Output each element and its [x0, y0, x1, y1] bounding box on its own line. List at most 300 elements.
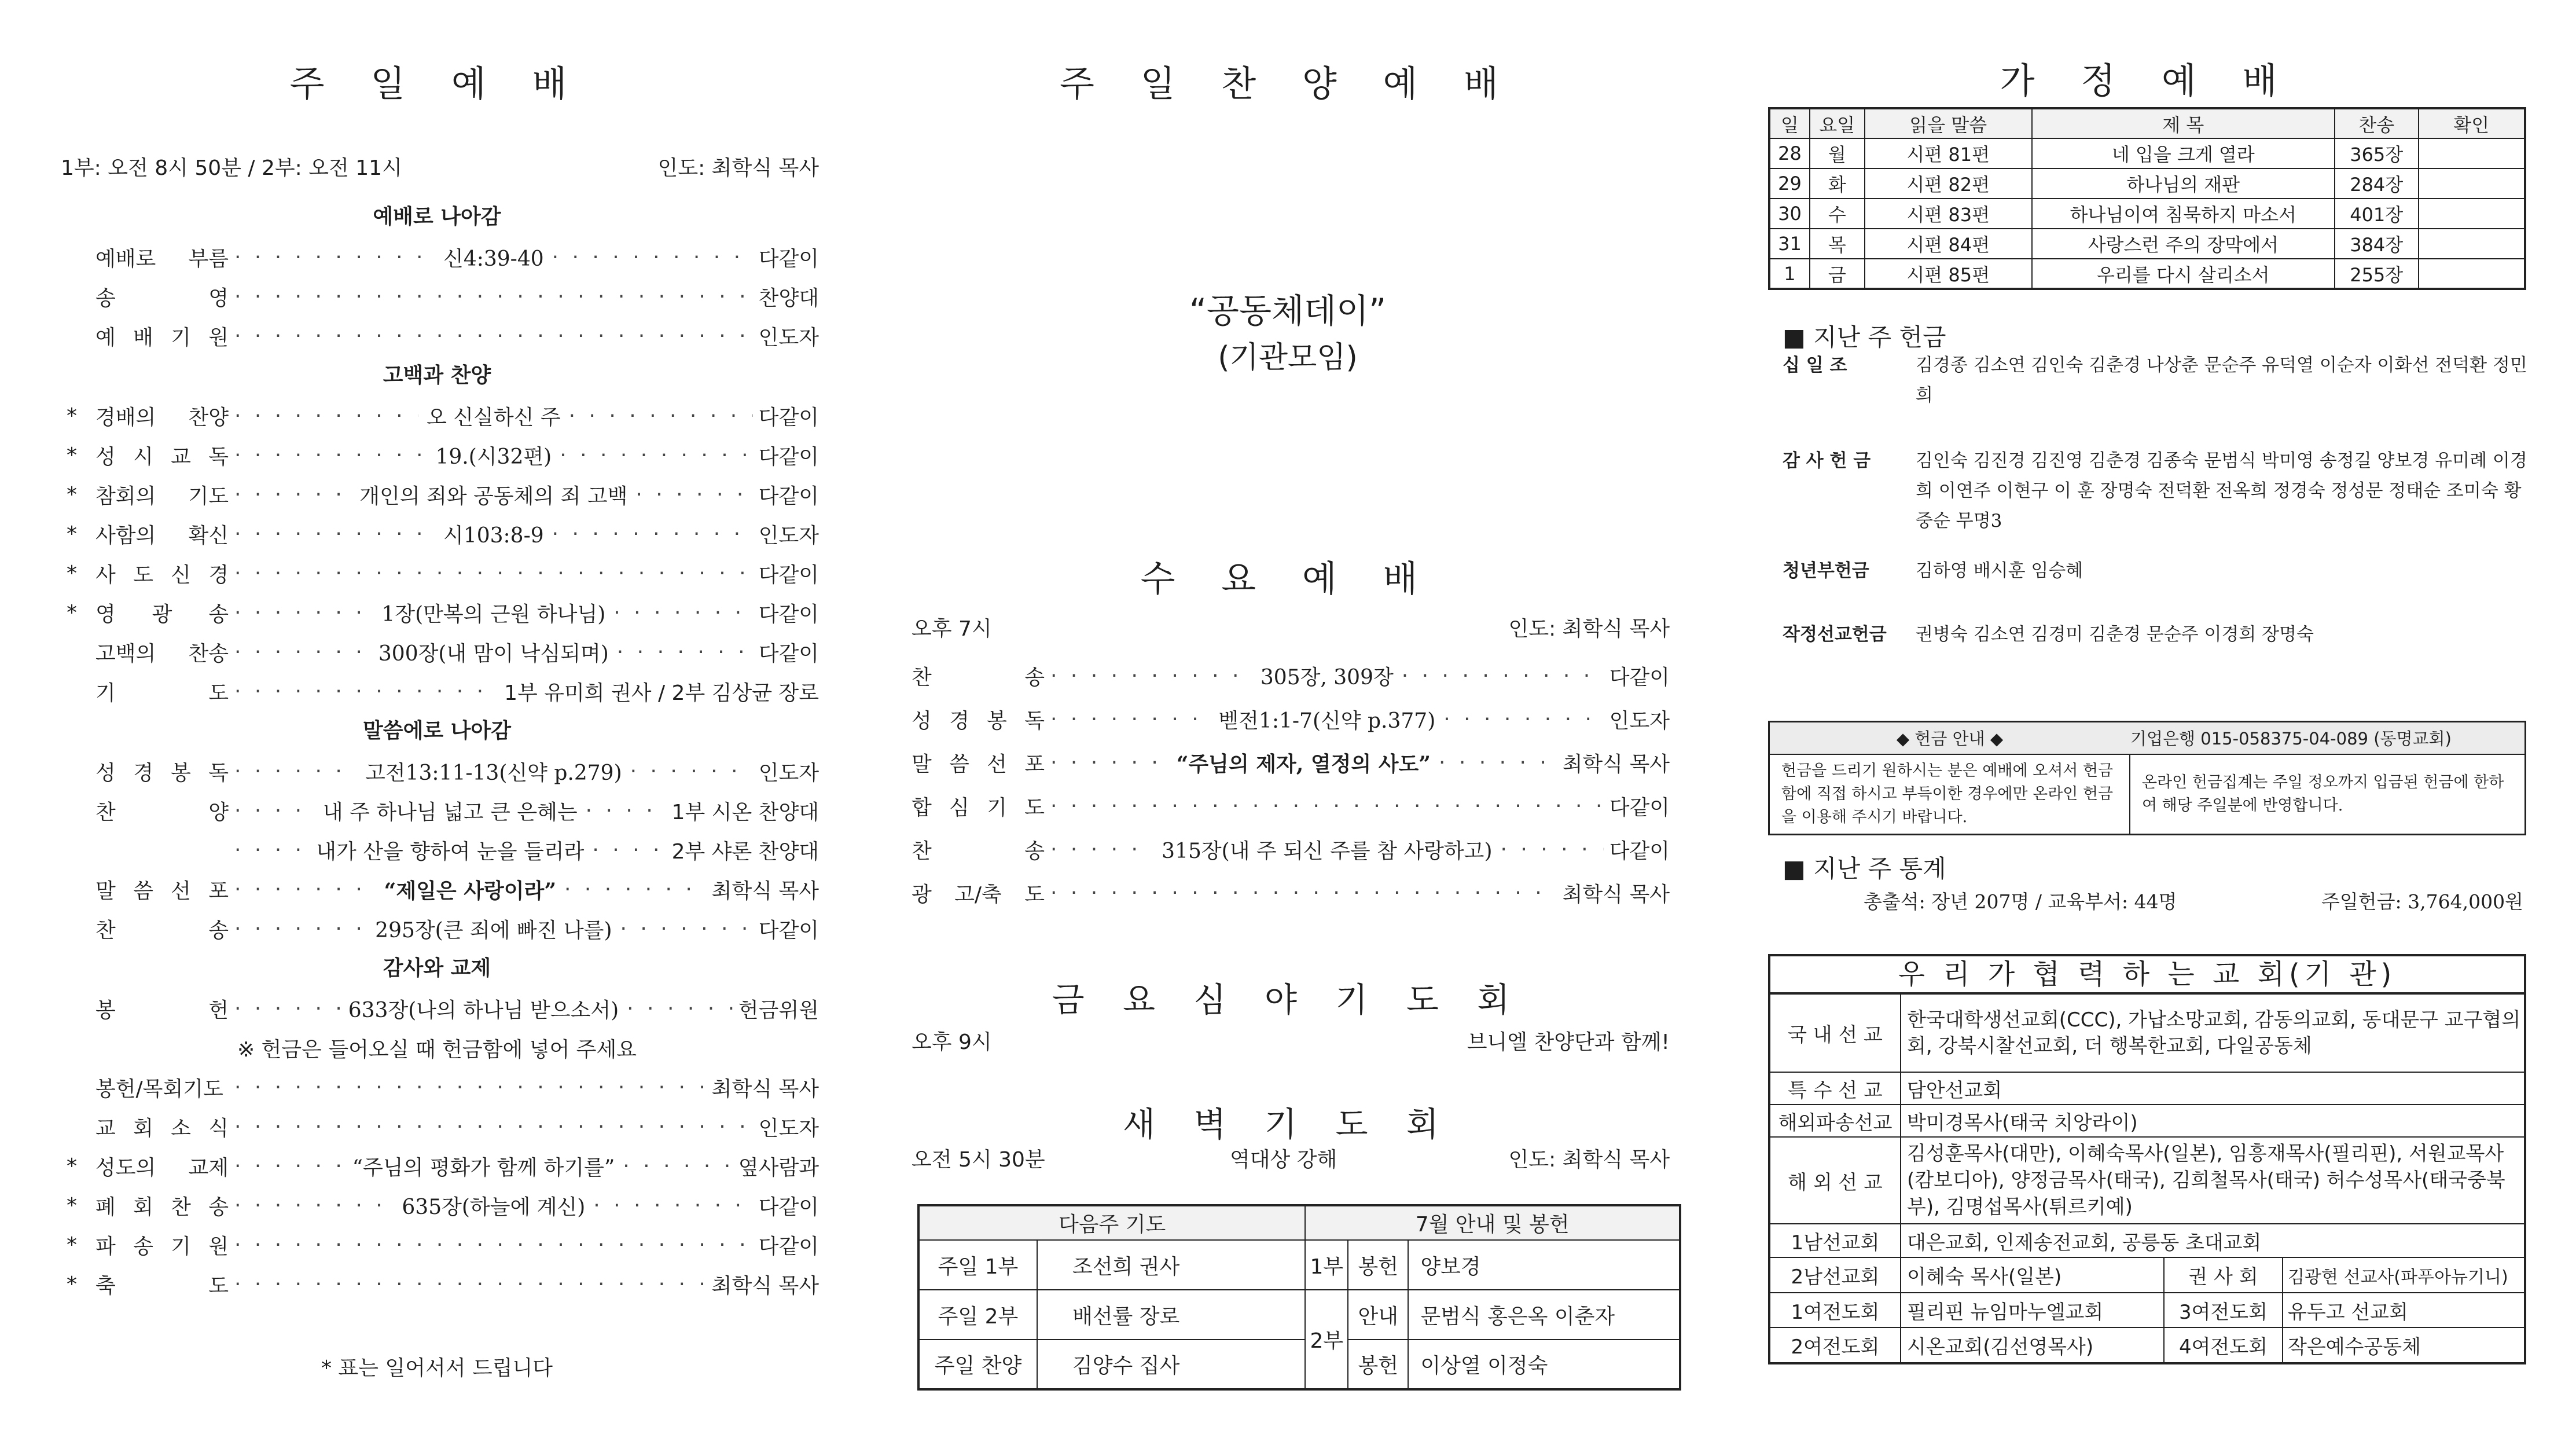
- family-cell: 화: [1810, 168, 1865, 199]
- service-item-person: 다같이: [758, 641, 819, 666]
- leader-dots: [234, 760, 357, 783]
- service-item-label: 참회의 기도: [95, 484, 229, 508]
- leader-dots: [234, 324, 753, 348]
- service-item-label: 성도의 교제: [95, 1155, 229, 1180]
- service-item-body: [1050, 705, 1670, 734]
- service-item-person: 최학식 목사: [1562, 883, 1670, 907]
- stand-marker: *: [67, 600, 77, 625]
- family-cell: 시편 82편: [1865, 168, 2032, 199]
- family-cell: 수: [1810, 199, 1865, 229]
- partner-label: 특 수 선 교: [1770, 1072, 1901, 1105]
- service-item-label: 봉헌/목회기도: [95, 1077, 223, 1101]
- section-heading: 감사와 교제: [383, 956, 491, 980]
- stand-marker: *: [67, 403, 77, 428]
- giving-guide-left: 헌금을 드리기 원하시는 분은 예배에 오셔서 헌금함에 직접 하시고 부득이한 경우에만 온라인 헌금을 이용해 주시기 바랍니다.: [1769, 754, 2130, 835]
- service-item: [871, 741, 1670, 784]
- leader-dots: [234, 799, 315, 823]
- leader-dots: [1050, 751, 1168, 775]
- offering-group-label: 감 사 헌 금: [1783, 450, 1871, 471]
- service-item-body: [234, 243, 819, 272]
- service-item-body: [234, 282, 819, 311]
- service-item-detail: 315장(내 주 되신 주를 참 사랑하고): [1162, 839, 1493, 863]
- service-item-label: 폐 회 찬 송: [95, 1195, 229, 1219]
- service-item-label: 예배로 부름: [95, 247, 229, 271]
- friday-time: 오후 9시: [912, 1030, 992, 1054]
- partner-label: 1여전도회: [1770, 1293, 1901, 1327]
- leader-dots: [234, 1272, 706, 1296]
- service-item-detail: 오 신실하신 주: [427, 405, 561, 430]
- leader-dots: [1050, 838, 1153, 861]
- offering-group-label: 십 일 조: [1783, 355, 1847, 376]
- section-heading: 말씀에로 나아감: [363, 719, 511, 743]
- stand-marker: *: [67, 1232, 77, 1257]
- wednesday-order: [871, 654, 1670, 915]
- service-item-label: 찬 송: [912, 839, 1045, 863]
- family-cell: 29: [1769, 168, 1810, 199]
- leader-dots: [620, 917, 753, 941]
- leader-dots: [593, 1194, 752, 1217]
- service-item-detail: “제일은 사랑이라”: [384, 878, 557, 903]
- service-item-detail: 635장(하늘에 계신): [402, 1195, 586, 1219]
- role-names: 양보경: [1408, 1240, 1680, 1290]
- service-item-detail: 신4:39-40: [443, 247, 544, 271]
- family-table-header: [1769, 108, 2525, 138]
- service-item-detail: 시103:8-9: [443, 523, 544, 548]
- partner-value: 이혜숙 목사(일본): [1901, 1258, 2164, 1293]
- family-column-header: 찬송: [2335, 108, 2419, 138]
- section-heading: 고백과 찬양: [383, 364, 491, 387]
- right-column: [1765, 0, 2529, 1449]
- role-label: 봉헌: [1348, 1240, 1408, 1290]
- service-item-detail: 19.(시32편): [435, 445, 552, 469]
- service-item-label: 성 시 교 독: [95, 445, 229, 469]
- family-cell: 네 입을 크게 열라: [2032, 138, 2335, 168]
- service-item-label: 찬 양: [95, 800, 229, 824]
- partners-table: [1770, 993, 2524, 1258]
- service-item: [55, 672, 819, 711]
- offering-group-names: 김경종 김소연 김인숙 김춘경 나상춘 문순주 유덕열 이순자 이화선 전덕환 정민희: [1916, 355, 2527, 406]
- service-item-label: 기 도: [95, 681, 229, 705]
- sunday-order-of-service: [55, 197, 819, 1304]
- prayer-label: 주일 1부: [918, 1240, 1037, 1290]
- service-item: [871, 698, 1670, 741]
- service-item: [55, 751, 819, 791]
- table-row: [1769, 199, 2525, 229]
- service-item-person: 다같이: [758, 918, 819, 942]
- service-item-detail: “주님의 제자, 열정의 사도”: [1176, 752, 1431, 776]
- service-item-body: [234, 914, 819, 944]
- service-item-body: [234, 559, 819, 588]
- service-item-person: 다같이: [758, 602, 819, 626]
- partner-label: 3여전도회: [2164, 1293, 2283, 1327]
- family-table-body: [1769, 138, 2525, 289]
- service-item: [55, 316, 819, 355]
- community-day-title: “공동체데이”: [1189, 291, 1387, 331]
- family-cell: 하나님이여 침묵하지 마소서: [2032, 199, 2335, 229]
- wednesday-leader: 인도: 최학식 목사: [1508, 617, 1670, 641]
- service-item: [55, 435, 819, 475]
- service-item-person: 다같이: [758, 445, 819, 469]
- family-column-header: 확인: [2419, 108, 2525, 138]
- offering-list: [1783, 350, 2529, 672]
- leader-dots: [1402, 664, 1604, 688]
- partner-value: 담안선교회: [1901, 1072, 2524, 1105]
- service-item: [55, 830, 819, 870]
- service-item-detail: 1장(만복의 근원 하나님): [381, 602, 606, 626]
- stand-marker: *: [67, 1272, 77, 1296]
- service-item-body: [1050, 835, 1670, 864]
- giving-guide: [1768, 721, 2526, 835]
- service-item-detail: 295장(큰 죄에 빠진 나를): [375, 918, 612, 942]
- family-cell: 28: [1769, 138, 1810, 168]
- praise-worship-title: 주 일 찬 양 예 배: [1060, 63, 1516, 105]
- service-item: [55, 870, 819, 909]
- service-item: [55, 1186, 819, 1225]
- role-label: 안내: [1348, 1290, 1408, 1340]
- offering-note: ※ 헌금은 들어오실 때 헌금함에 넣어 주세요: [237, 1037, 637, 1062]
- family-cell: 31: [1769, 229, 1810, 259]
- offering-group-label: 작정선교헌금: [1783, 624, 1887, 645]
- service-item-detail: “주님의 평화가 함께 하기를”: [352, 1155, 615, 1180]
- service-item-person: 인도자: [758, 761, 819, 785]
- table-row: [1769, 259, 2525, 289]
- leader-dots: [234, 483, 351, 507]
- family-worship-title: 가 정 예 배: [2000, 60, 2295, 102]
- worship-leader: 인도: 최학식 목사: [657, 156, 819, 180]
- service-item-body: [234, 994, 819, 1024]
- partners-title: 우 리 가 협 력 하 는 교 회(기 관): [1770, 956, 2524, 993]
- partner-label: 2남선교회: [1770, 1258, 1901, 1293]
- leader-dots: [627, 997, 733, 1021]
- leader-dots: [552, 522, 753, 546]
- leader-dots: [234, 443, 427, 467]
- service-item-person: 인도자: [758, 325, 819, 350]
- service-item-person: 2부 샤론 찬양대: [671, 839, 819, 864]
- worship-time: 1부: 오전 8시 50분 / 2부: 오전 11시: [61, 156, 402, 180]
- service-item-label: 봉 헌: [95, 998, 229, 1022]
- service-item-body: [1050, 661, 1670, 691]
- leader-dots: [1439, 751, 1557, 775]
- service-item: [55, 277, 819, 316]
- service-item-label: 축 도: [95, 1274, 229, 1298]
- service-item-person: 다같이: [758, 484, 819, 508]
- prayer-label: 주일 찬양: [918, 1340, 1037, 1389]
- family-cell: 목: [1810, 229, 1865, 259]
- service-item-label: 합 심 기 도: [912, 796, 1045, 820]
- service-item-body: [234, 519, 819, 549]
- service-item: [55, 909, 819, 948]
- service-item: [55, 1107, 819, 1146]
- service-item-person: 최학식 목사: [711, 879, 819, 903]
- family-cell[interactable]: [2419, 229, 2525, 259]
- offering-group-names: 김하영 배시훈 임승혜: [1916, 560, 2083, 581]
- stats-income: 주일헌금: 3,764,000원: [2321, 890, 2523, 913]
- role-names: 이상열 이정숙: [1408, 1340, 1680, 1389]
- service-item-detail: 고전13:11-13(신약 p.279): [365, 761, 622, 785]
- service-item-detail: 내 주 하나님 넓고 큰 은혜는: [322, 800, 578, 824]
- service-item-person: 옆사람과: [738, 1155, 819, 1180]
- offering-group: [1783, 556, 2529, 619]
- partner-churches: [1768, 954, 2526, 1364]
- service-item-body: [234, 796, 819, 826]
- stand-marker: *: [67, 522, 77, 546]
- stand-marker: *: [67, 1193, 77, 1217]
- service-item-label: 성 경 봉 독: [912, 709, 1045, 733]
- service-item-body: [234, 1112, 819, 1142]
- service-item: [55, 475, 819, 514]
- partner-label: 2여전도회: [1770, 1327, 1901, 1362]
- service-item-body: [234, 677, 819, 706]
- family-cell: 사랑스런 주의 장막에서: [2032, 229, 2335, 259]
- service-item-person: 인도자: [758, 1116, 819, 1140]
- family-cell: 401장: [2335, 199, 2419, 229]
- partner-label: 권 사 회: [2164, 1258, 2283, 1293]
- service-item-label: 말 씀 선 포: [95, 879, 229, 903]
- leader-dots: [552, 245, 753, 269]
- service-item-person: 다같이: [758, 1234, 819, 1259]
- service-item-person: 최학식 목사: [711, 1077, 819, 1101]
- service-item: [55, 632, 819, 672]
- center-column: [906, 0, 1670, 1449]
- service-item-body: [234, 401, 819, 431]
- service-item-label: 파 송 기 원: [95, 1234, 229, 1259]
- service-item-body: [234, 1151, 819, 1181]
- leader-dots: [635, 483, 752, 507]
- family-column-header: 일: [1769, 108, 1810, 138]
- service-item-body: [234, 1270, 819, 1299]
- service-item-person: 다같이: [758, 247, 819, 271]
- partner-value: 시온교회(김선영목사): [1901, 1327, 2164, 1362]
- next-week-prayer-header: 다음주 기도: [918, 1205, 1305, 1240]
- service-item-body: [1050, 878, 1670, 908]
- bank-account: 기업은행 015-058375-04-089 (동명교회): [2130, 722, 2526, 754]
- service-item-person: 최학식 목사: [1562, 753, 1670, 776]
- leader-dots: [564, 878, 706, 901]
- friday-title: 금 요 심 야 기 도 회: [1052, 980, 1524, 1019]
- family-cell: 시편 83편: [1865, 199, 2032, 229]
- family-cell: 시편 84편: [1865, 229, 2032, 259]
- partner-label: 국 내 선 교: [1770, 994, 1901, 1072]
- leader-dots: [234, 404, 418, 428]
- partner-value: 필리핀 뉴임마누엘교회: [1901, 1293, 2164, 1327]
- dawn-leader: 인도: 최학식 목사: [1508, 1148, 1670, 1172]
- service-item-person: 인도자: [1609, 709, 1670, 733]
- role-label: 봉헌: [1348, 1340, 1408, 1389]
- service-item-detail: 벧전1:1-7(신약 p.377): [1218, 709, 1436, 733]
- table-row: [1769, 229, 2525, 259]
- service-item-body: [234, 1191, 819, 1220]
- family-worship-table: [1768, 107, 2526, 290]
- role-names: 문범식 홍은옥 이춘자: [1408, 1290, 1680, 1340]
- service-item: [55, 396, 819, 435]
- partners-table-split: [1770, 1258, 2524, 1362]
- standing-footnote: * 표는 일어서서 드립니다: [321, 1356, 553, 1380]
- partner-value: 작은예수공동체: [2283, 1327, 2524, 1362]
- family-cell[interactable]: [2419, 199, 2525, 229]
- service-item-person: 헌금위원: [738, 998, 819, 1022]
- schedule-table: [917, 1204, 1681, 1391]
- service-item-label: 찬 송: [95, 918, 229, 942]
- giving-guide-right: 온라인 헌금집계는 주일 정오까지 입금된 헌금에 한하여 해당 주일분에 반영합니다.: [2130, 754, 2526, 835]
- service-item-body: [234, 637, 819, 667]
- july-guide-header: 7월 안내 및 봉헌: [1305, 1205, 1680, 1240]
- family-column-header: 읽을 말씀: [1865, 108, 2032, 138]
- service-item-person: 다같이: [1609, 666, 1670, 689]
- service-item-person: 다같이: [758, 563, 819, 587]
- community-day-subtitle: (기관모임): [1218, 340, 1358, 375]
- leader-dots: [592, 838, 666, 862]
- partner-label: 해 외 선 교: [1770, 1137, 1901, 1224]
- service-item-body: [1050, 748, 1670, 777]
- service-item-label: 광 고/축 도: [912, 883, 1045, 907]
- service-2: 2부: [1305, 1290, 1348, 1389]
- partner-label: 4여전도회: [2164, 1327, 2283, 1362]
- service-item: [871, 871, 1670, 915]
- leader-dots: [613, 601, 752, 625]
- leader-dots: [234, 878, 376, 901]
- service-item-body: [234, 441, 819, 470]
- service-item-person: 다같이: [758, 405, 819, 430]
- leader-dots: [1443, 707, 1603, 731]
- family-column-header: 요일: [1810, 108, 1865, 138]
- service-item-body: [234, 875, 819, 904]
- family-cell[interactable]: [2419, 168, 2525, 199]
- leader-dots: [617, 640, 753, 664]
- leader-dots: [1050, 794, 1604, 818]
- family-cell: 시편 85편: [1865, 259, 2032, 289]
- leader-dots: [586, 799, 666, 823]
- leader-dots: [234, 1115, 753, 1139]
- service-item-person: 다같이: [1609, 839, 1670, 863]
- family-cell[interactable]: [2419, 259, 2525, 289]
- service-item: [55, 593, 819, 632]
- partner-value: 박미경목사(태국 치앙라이): [1901, 1105, 2524, 1137]
- partner-value: 유두고 선교회: [2283, 1293, 2524, 1327]
- service-item-detail: 300장(내 맘이 낙심되며): [378, 641, 609, 666]
- leader-dots: [234, 1076, 706, 1099]
- family-cell[interactable]: [2419, 138, 2525, 168]
- stand-marker: *: [67, 482, 77, 507]
- family-cell: 우리를 다시 살리소서: [2032, 259, 2335, 289]
- prayer-name: 배선률 장로: [1037, 1290, 1305, 1340]
- friday-note: 브니엘 찬양단과 함께!: [1467, 1030, 1670, 1054]
- service-item-body: [1050, 791, 1670, 821]
- service-item-person: 1부 시온 찬양대: [671, 800, 819, 824]
- service-item-label: 예 배 기 원: [95, 325, 229, 350]
- service-item-label: 영 광 송: [95, 602, 229, 626]
- service-item-label: 찬 송: [912, 666, 1045, 689]
- partner-value: 한국대학생선교회(CCC), 가납소망교회, 감동의교회, 동대문구 교구협의회, 강북시찰선교회, 더 행복한교회, 다일공동체: [1901, 994, 2524, 1072]
- sunday-worship-title: 주 일 예 배: [289, 63, 585, 105]
- leader-dots: [234, 917, 367, 941]
- wednesday-title: 수 요 예 배: [1140, 557, 1435, 600]
- offering-title: ■ 지난 주 헌금: [1783, 323, 1946, 351]
- service-item-body: [234, 480, 819, 509]
- service-item-body: [234, 757, 819, 786]
- leader-dots: [234, 522, 435, 546]
- partner-label: 해외파송선교: [1770, 1105, 1901, 1137]
- family-cell: 284장: [2335, 168, 2419, 199]
- service-item-detail: 내가 산을 향하여 눈을 들리라: [316, 839, 585, 864]
- family-cell: 1: [1769, 259, 1810, 289]
- partner-value: 대은교회, 인제송전교회, 공릉동 초대교회: [1901, 1224, 2524, 1257]
- leader-dots: [234, 562, 753, 585]
- offering-group-names: 김인숙 김진경 김진영 김춘경 김종숙 문범식 박미영 송정길 양보경 유미례 이경희 이연주 이현구 이 훈 장명숙 전덕환 전옥희 정경숙 정성문 정태순 조미숙 황중순 무명3: [1916, 450, 2527, 531]
- service-item: [55, 237, 819, 277]
- family-cell: 365장: [2335, 138, 2419, 168]
- leader-dots: [234, 601, 373, 625]
- family-cell: 하나님의 재판: [2032, 168, 2335, 199]
- leader-dots: [234, 1194, 394, 1217]
- offering-group: [1783, 350, 2529, 446]
- section-heading: 예배로 나아감: [373, 205, 501, 229]
- family-cell: 30: [1769, 199, 1810, 229]
- service-item-person: 인도자: [758, 523, 819, 548]
- service-item-label: 말 씀 선 포: [912, 753, 1045, 776]
- leader-dots: [560, 443, 752, 467]
- service-item: [55, 791, 819, 830]
- leader-dots: [1501, 838, 1604, 861]
- service-item-label: 사함의 확신: [95, 523, 229, 548]
- prayer-name: 김양수 집사: [1037, 1340, 1305, 1389]
- leader-dots: [623, 1154, 733, 1178]
- leader-dots: [234, 285, 753, 309]
- service-item: [55, 1264, 819, 1304]
- stand-marker: *: [67, 443, 77, 467]
- partner-value: 김광현 선교사(파푸아뉴기니): [2283, 1258, 2524, 1293]
- family-column-header: 제 목: [2032, 108, 2335, 138]
- family-cell: 시편 81편: [1865, 138, 2032, 168]
- offering-group: [1783, 446, 2529, 556]
- family-cell: 월: [1810, 138, 1865, 168]
- stand-marker: *: [67, 1154, 77, 1178]
- service-item: [55, 1146, 819, 1186]
- dawn-book: 역대상 강해: [1230, 1148, 1337, 1172]
- service-1: 1부: [1305, 1240, 1348, 1290]
- leader-dots: [234, 838, 308, 862]
- service-item-person: 찬양대: [758, 286, 819, 310]
- service-item: [871, 784, 1670, 828]
- partner-value: 김성훈목사(대만), 이혜숙목사(일본), 임흥재목사(필리핀), 서원교목사(캄보디아), 양정금목사(태국), 김희철목사(태국) 허수성목사(태국중북부), 김명섭목사(튀르키예): [1901, 1137, 2524, 1224]
- service-item: [55, 514, 819, 553]
- service-item-label: 교 회 소 식: [95, 1116, 229, 1140]
- leader-dots: [1050, 664, 1252, 688]
- leader-dots: [234, 640, 370, 664]
- leader-dots: [234, 680, 498, 703]
- prayer-name: 조선희 권사: [1037, 1240, 1305, 1290]
- service-item-label: 송 영: [95, 286, 229, 310]
- sunday-worship-column: [55, 0, 819, 1449]
- service-item-label: 고백의 찬송: [95, 641, 229, 666]
- service-item: [55, 1225, 819, 1264]
- dawn-time: 오전 5시 30분: [912, 1148, 1045, 1172]
- service-item-detail: 개인의 죄와 공동체의 죄 고백: [359, 484, 628, 508]
- leader-dots: [234, 997, 340, 1021]
- family-cell: 384장: [2335, 229, 2419, 259]
- service-item-person: 최학식 목사: [711, 1274, 819, 1298]
- stats-title: ■ 지난 주 통계: [1783, 854, 1946, 883]
- service-item-person: 다같이: [1609, 796, 1670, 820]
- service-item-person: 1부 유미희 권사 / 2부 김상균 장로: [504, 681, 819, 705]
- service-item: [55, 989, 819, 1028]
- giving-guide-title: ◆ 헌금 안내 ◆: [1769, 722, 2130, 754]
- stand-marker: *: [67, 561, 77, 585]
- leader-dots: [1050, 881, 1557, 905]
- family-cell: 255장: [2335, 259, 2419, 289]
- service-item-body: [234, 321, 819, 351]
- service-item: [871, 654, 1670, 698]
- family-cell: 금: [1810, 259, 1865, 289]
